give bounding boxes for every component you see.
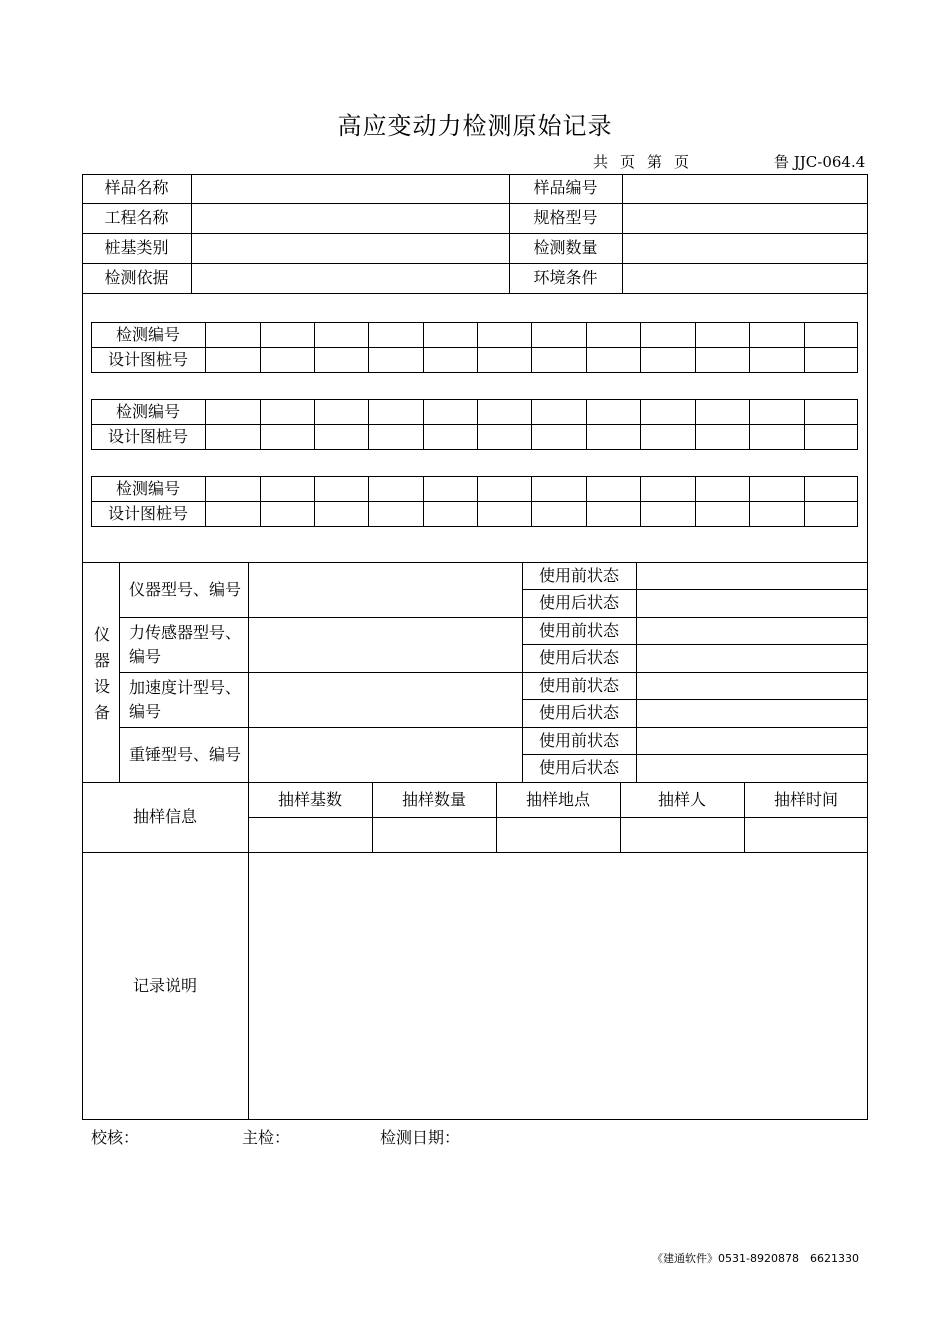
record-notes-area[interactable]	[249, 853, 867, 1119]
env-condition-value[interactable]	[622, 268, 868, 290]
test-no-label: 检测编号	[115, 325, 180, 344]
form-code: 鲁 JJC-064.4	[774, 153, 866, 171]
after-use-status-label: 使用后状态	[538, 648, 619, 667]
page-current-label: 第	[647, 153, 663, 171]
page-counter	[593, 151, 689, 172]
sampling-time-header: 抽样时间	[773, 790, 838, 809]
page-unit-label: 页	[620, 153, 636, 171]
sample-name-label: 样品名称	[104, 178, 169, 197]
checker-label: 校核：	[91, 1128, 140, 1147]
equipment-section-label: 仪 器 设 备	[93, 625, 110, 722]
test-quantity-label: 检测数量	[533, 238, 598, 257]
hammer-label: 重锤型号、编号	[129, 745, 242, 764]
test-no-label: 检测编号	[115, 479, 180, 498]
design-pile-no-label: 设计图桩号	[107, 427, 188, 446]
sampling-quantity-header: 抽样数量	[401, 790, 466, 809]
pile-type-label: 桩基类别	[104, 238, 169, 257]
after-use-status-label: 使用后状态	[538, 758, 619, 777]
project-name-value[interactable]	[191, 208, 509, 230]
page-total-label: 共	[593, 153, 609, 171]
sample-no-value[interactable]	[622, 178, 868, 200]
before-use-status-label: 使用前状态	[538, 676, 619, 695]
before-use-status-label: 使用前状态	[538, 731, 619, 750]
instrument-label: 仪器型号、编号	[129, 580, 242, 599]
pile-type-value[interactable]	[191, 238, 509, 260]
after-use-status-label: 使用后状态	[538, 593, 619, 612]
design-pile-no-label: 设计图桩号	[107, 504, 188, 523]
sampling-info-label: 抽样信息	[132, 807, 197, 826]
sampling-base-header: 抽样基数	[277, 790, 342, 809]
before-use-status-label: 使用前状态	[538, 621, 619, 640]
spec-model-value[interactable]	[622, 208, 868, 230]
software-credit: 《建通软件》0531-8920878 6621330	[652, 1252, 859, 1265]
sample-no-label: 样品编号	[533, 178, 598, 197]
sampling-location-header: 抽样地点	[525, 790, 590, 809]
page-title: 高应变动力检测原始记录	[337, 112, 613, 140]
test-basis-value[interactable]	[191, 268, 509, 290]
sample-name-value[interactable]	[191, 178, 509, 200]
test-quantity-value[interactable]	[622, 238, 868, 260]
main-inspector-label: 主检：	[242, 1128, 291, 1147]
test-date-label: 检测日期：	[380, 1128, 461, 1147]
spec-model-label: 规格型号	[533, 208, 598, 227]
test-basis-label: 检测依据	[104, 268, 169, 287]
env-condition-label: 环境条件	[533, 268, 598, 287]
before-use-status-label: 使用前状态	[538, 566, 619, 585]
page-unit-label-2: 页	[674, 153, 690, 171]
design-pile-no-label: 设计图桩号	[107, 350, 188, 369]
project-name-label: 工程名称	[104, 208, 169, 227]
accelerometer-label: 加速度计型号、 编号	[129, 678, 242, 721]
record-notes-label: 记录说明	[132, 976, 197, 995]
after-use-status-label: 使用后状态	[538, 703, 619, 722]
sampler-header: 抽样人	[657, 790, 706, 809]
force-sensor-label: 力传感器型号、 编号	[129, 623, 242, 666]
test-no-label: 检测编号	[115, 402, 180, 421]
